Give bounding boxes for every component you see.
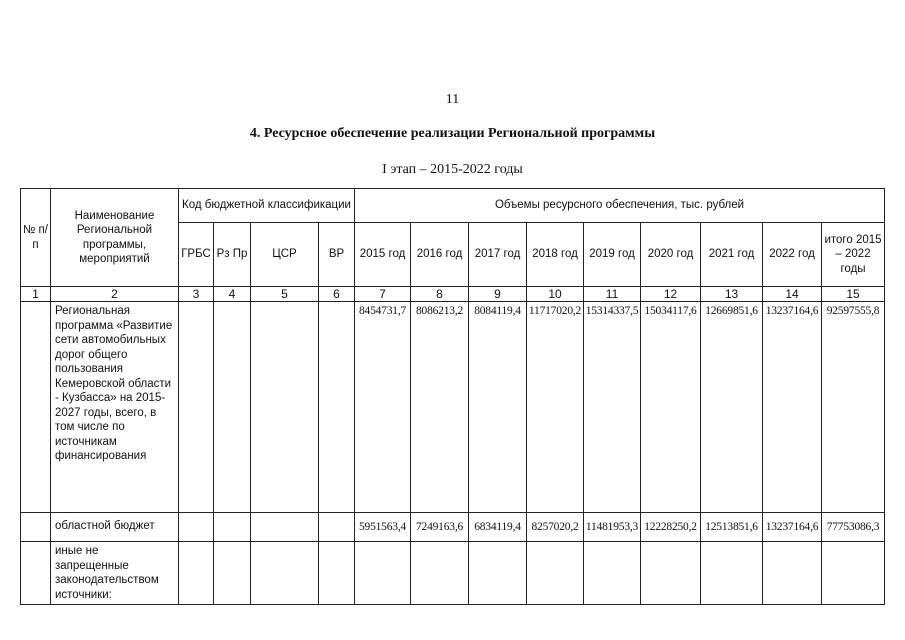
table-row-regional-budget [21, 513, 885, 542]
header-year-2022: 2022 год [763, 223, 822, 287]
value-2017: 8084119,4 [469, 302, 527, 513]
row-grbs [179, 542, 214, 605]
row-name: областной бюджет [51, 513, 179, 542]
value-2022: 13237164,6 [763, 302, 822, 513]
column-number: 6 [319, 287, 355, 302]
value-2019: 11481953,3 [584, 513, 641, 542]
value-2022: 13237164,6 [763, 513, 822, 542]
column-number: 15 [822, 287, 885, 302]
header-name: Наименование Региональной программы, мероприятий [51, 189, 179, 287]
value-2017 [469, 542, 527, 605]
header-csr: ЦСР [251, 223, 319, 287]
column-number: 2 [51, 287, 179, 302]
value-2021: 12669851,6 [701, 302, 763, 513]
value-2020: 12228250,2 [641, 513, 701, 542]
header-vr: ВР [319, 223, 355, 287]
column-number: 13 [701, 287, 763, 302]
header-resources: Объемы ресурсного обеспечения, тыс. рублей [355, 189, 885, 223]
value-total: 92597555,8 [822, 302, 885, 513]
row-name: иные не запрещенные законодательством источники: [51, 542, 179, 605]
column-number: 10 [527, 287, 584, 302]
column-number: 4 [214, 287, 251, 302]
column-number: 14 [763, 287, 822, 302]
row-csr [251, 513, 319, 542]
row-num [21, 542, 51, 605]
header-grbs: ГРБС [179, 223, 214, 287]
header-year-2015: 2015 год [355, 223, 411, 287]
column-number: 11 [584, 287, 641, 302]
row-vr [319, 302, 355, 513]
row-csr [251, 542, 319, 605]
value-2020 [641, 542, 701, 605]
header-year-2021: 2021 год [701, 223, 763, 287]
header-total: итого 2015 – 2022 годы [822, 223, 885, 287]
header-year-2018: 2018 год [527, 223, 584, 287]
header-year-2019: 2019 год [584, 223, 641, 287]
value-total: 77753086,3 [822, 513, 885, 542]
row-vr [319, 513, 355, 542]
header-budget-code: Код бюджетной классификации [179, 189, 355, 223]
value-2018: 8257020,2 [527, 513, 584, 542]
column-number: 7 [355, 287, 411, 302]
section-title: 4. Ресурсное обеспечение реализации Региональной программы [249, 126, 656, 141]
value-2015: 5951563,4 [355, 513, 411, 542]
row-rz-pr [214, 513, 251, 542]
row-num [21, 302, 51, 513]
header-year-2017: 2017 год [469, 223, 527, 287]
value-2018 [527, 542, 584, 605]
value-2018: 11717020,2 [527, 302, 584, 513]
header-year-2020: 2020 год [641, 223, 701, 287]
header-year-2016: 2016 год [411, 223, 469, 287]
stage-title: I этап – 2015-2022 годы [382, 162, 523, 177]
column-number: 9 [469, 287, 527, 302]
column-number-row [21, 287, 885, 302]
column-number: 5 [251, 287, 319, 302]
header-num: № п/п [21, 189, 51, 287]
table-row-other-sources [21, 542, 885, 605]
value-total [822, 542, 885, 605]
header-rz-pr: Рз Пр [214, 223, 251, 287]
page-number: 11 [445, 92, 460, 107]
row-name: Региональная программа «Развитие сети автомобильных дорог общего пользования Кемеровской области - Кузбасса» на 2015-2027 годы, всего, в том числе по источникам финансирования [51, 302, 179, 513]
row-csr [251, 302, 319, 513]
value-2020: 15034117,6 [641, 302, 701, 513]
column-number: 8 [411, 287, 469, 302]
row-rz-pr [214, 542, 251, 605]
row-grbs [179, 513, 214, 542]
value-2016: 8086213,2 [411, 302, 469, 513]
value-2015: 8454731,7 [355, 302, 411, 513]
value-2021 [701, 542, 763, 605]
value-2022 [763, 542, 822, 605]
column-number: 3 [179, 287, 214, 302]
table-row-program-total [21, 302, 885, 513]
value-2017: 6834119,4 [469, 513, 527, 542]
column-number: 12 [641, 287, 701, 302]
value-2015 [355, 542, 411, 605]
row-rz-pr [214, 302, 251, 513]
resource-table [20, 188, 885, 605]
value-2019 [584, 542, 641, 605]
value-2016 [411, 542, 469, 605]
row-grbs [179, 302, 214, 513]
row-num [21, 513, 51, 542]
column-number: 1 [21, 287, 51, 302]
header-row-top [21, 189, 885, 223]
value-2019: 15314337,5 [584, 302, 641, 513]
row-vr [319, 542, 355, 605]
value-2021: 12513851,6 [701, 513, 763, 542]
value-2016: 7249163,6 [411, 513, 469, 542]
